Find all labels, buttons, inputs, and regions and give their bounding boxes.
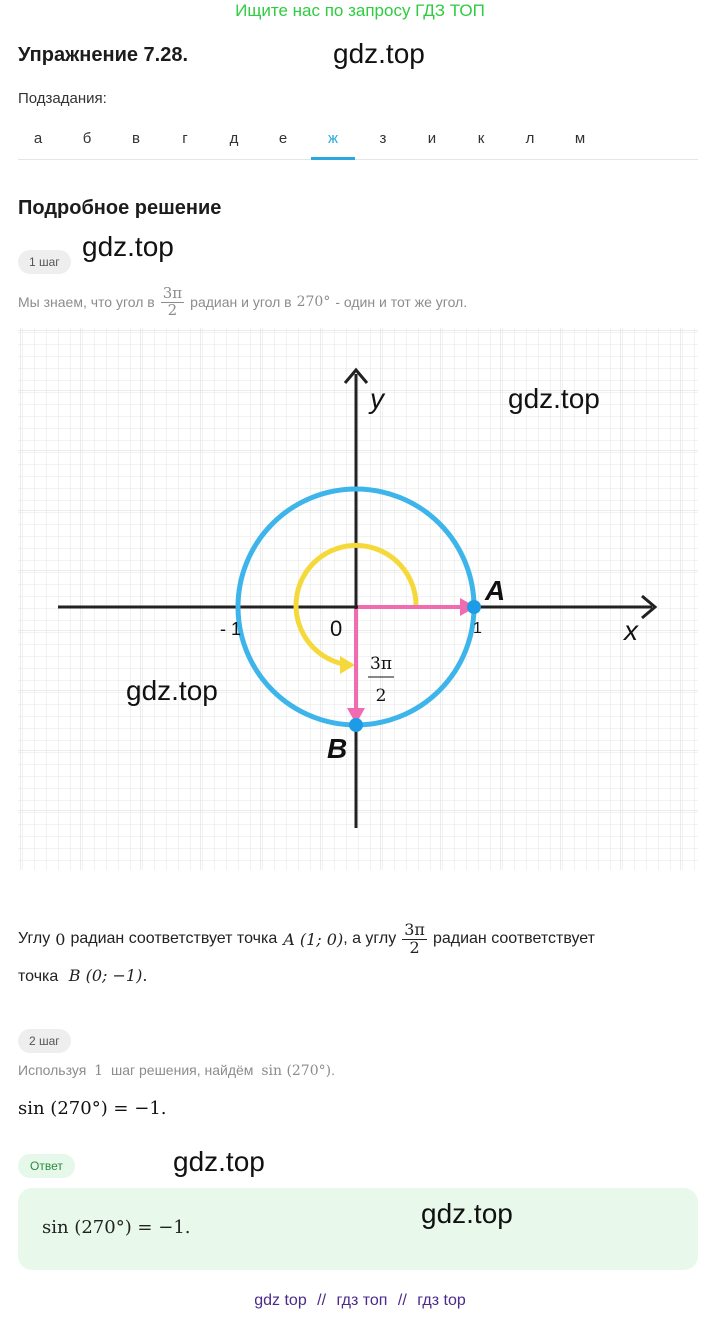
tick-one: 1 bbox=[473, 620, 482, 637]
origin-label: 0 bbox=[330, 616, 343, 641]
point-b-marker bbox=[349, 718, 363, 732]
solution-heading: Подробное решение bbox=[18, 197, 222, 219]
subtask-tabs bbox=[18, 122, 698, 160]
step2-result: sin (270°) = −1. bbox=[18, 1098, 167, 1119]
footer-link-gdz-top-mixed[interactable]: гдз top bbox=[417, 1292, 466, 1309]
watermark: gdz.top bbox=[508, 383, 600, 414]
explanation-line-1 bbox=[18, 910, 595, 968]
point-b-label: B bbox=[327, 733, 348, 764]
explanation-text: Углу bbox=[18, 930, 51, 947]
step1-text-c: - один и тот же угол. bbox=[335, 294, 468, 310]
footer-link-gdz-top[interactable]: gdz top bbox=[254, 1292, 307, 1309]
degree-value: 270° bbox=[296, 294, 331, 310]
math-sin-270: sin (270°) bbox=[261, 1063, 332, 1079]
watermark: gdz.top bbox=[333, 38, 425, 69]
answer-text: sin (270°) = −1. bbox=[42, 1217, 191, 1238]
x-axis-label: x bbox=[624, 615, 638, 646]
math-zero: 0 bbox=[55, 929, 66, 949]
fraction-numerator: 3π bbox=[404, 919, 425, 939]
fraction-3pi-2 bbox=[161, 283, 184, 319]
fraction-denominator: 2 bbox=[409, 937, 420, 957]
tab-k[interactable]: к bbox=[477, 130, 485, 147]
watermark: gdz.top bbox=[421, 1198, 513, 1229]
step2-badge: 2 шаг bbox=[18, 1029, 71, 1053]
watermark: gdz.top bbox=[126, 675, 218, 706]
watermark: gdz.top bbox=[82, 231, 174, 262]
subtasks-label: Подзадания: bbox=[18, 90, 107, 107]
step1-badge: 1 шаг bbox=[18, 250, 71, 274]
footer-separator: // bbox=[397, 1292, 407, 1309]
step1-text-a: Мы знаем, что угол в bbox=[18, 294, 155, 310]
tab-m[interactable]: м bbox=[574, 130, 586, 147]
explanation-text: , а углу bbox=[343, 930, 397, 947]
fraction-numerator: 3π bbox=[162, 283, 183, 302]
fraction-denominator: 2 bbox=[167, 300, 178, 319]
math-point-a: A (1; 0) bbox=[283, 929, 344, 949]
footer-links bbox=[0, 1292, 720, 1310]
step2-text-a: Используя bbox=[18, 1062, 87, 1078]
explanation-text: точка bbox=[18, 968, 59, 985]
tab-b[interactable]: б bbox=[82, 130, 92, 147]
step2-text-b: шаг решения, найдём bbox=[110, 1062, 254, 1078]
step1-text bbox=[18, 279, 467, 325]
step2-text bbox=[18, 1062, 335, 1079]
angle-label-numerator: 3π bbox=[370, 654, 392, 674]
math-one: 1 bbox=[94, 1063, 104, 1079]
tab-z[interactable]: з bbox=[379, 130, 387, 147]
angle-label-denominator: 2 bbox=[375, 686, 387, 706]
point-a-label: A bbox=[485, 575, 506, 606]
step1-text-b: радиан и угол в bbox=[190, 294, 292, 310]
tab-e[interactable]: е bbox=[278, 130, 288, 147]
unit-circle-figure bbox=[18, 328, 698, 870]
y-axis-label: y bbox=[370, 383, 384, 414]
tab-i[interactable]: и bbox=[427, 130, 437, 147]
footer-separator: // bbox=[317, 1292, 327, 1309]
tab-a[interactable]: а bbox=[33, 130, 43, 147]
explanation-text: радиан соответствует точка bbox=[70, 930, 278, 947]
period: . bbox=[331, 1062, 335, 1078]
math-point-b: B (0; −1) bbox=[68, 966, 143, 985]
watermark: gdz.top bbox=[173, 1146, 265, 1177]
explanation-text: радиан соответствует bbox=[432, 930, 595, 947]
point-a-marker bbox=[467, 600, 481, 614]
period: . bbox=[142, 966, 148, 985]
footer-link-gdz-top-ru[interactable]: гдз топ bbox=[336, 1292, 388, 1309]
answer-badge: Ответ bbox=[18, 1154, 75, 1178]
tab-d[interactable]: д bbox=[229, 130, 239, 147]
tab-g[interactable]: г bbox=[182, 130, 188, 147]
explanation-line-2 bbox=[18, 966, 147, 986]
tab-v[interactable]: в bbox=[132, 130, 140, 147]
page-title: Упражнение 7.28. bbox=[18, 44, 189, 66]
fraction-3pi-2 bbox=[402, 919, 427, 957]
promo-banner[interactable]: Ищите нас по запросу ГДЗ ТОП bbox=[235, 1, 485, 20]
tab-l[interactable]: л bbox=[525, 130, 535, 147]
tick-minus-one: - 1 bbox=[220, 619, 242, 639]
tab-zh[interactable]: ж bbox=[311, 122, 355, 160]
